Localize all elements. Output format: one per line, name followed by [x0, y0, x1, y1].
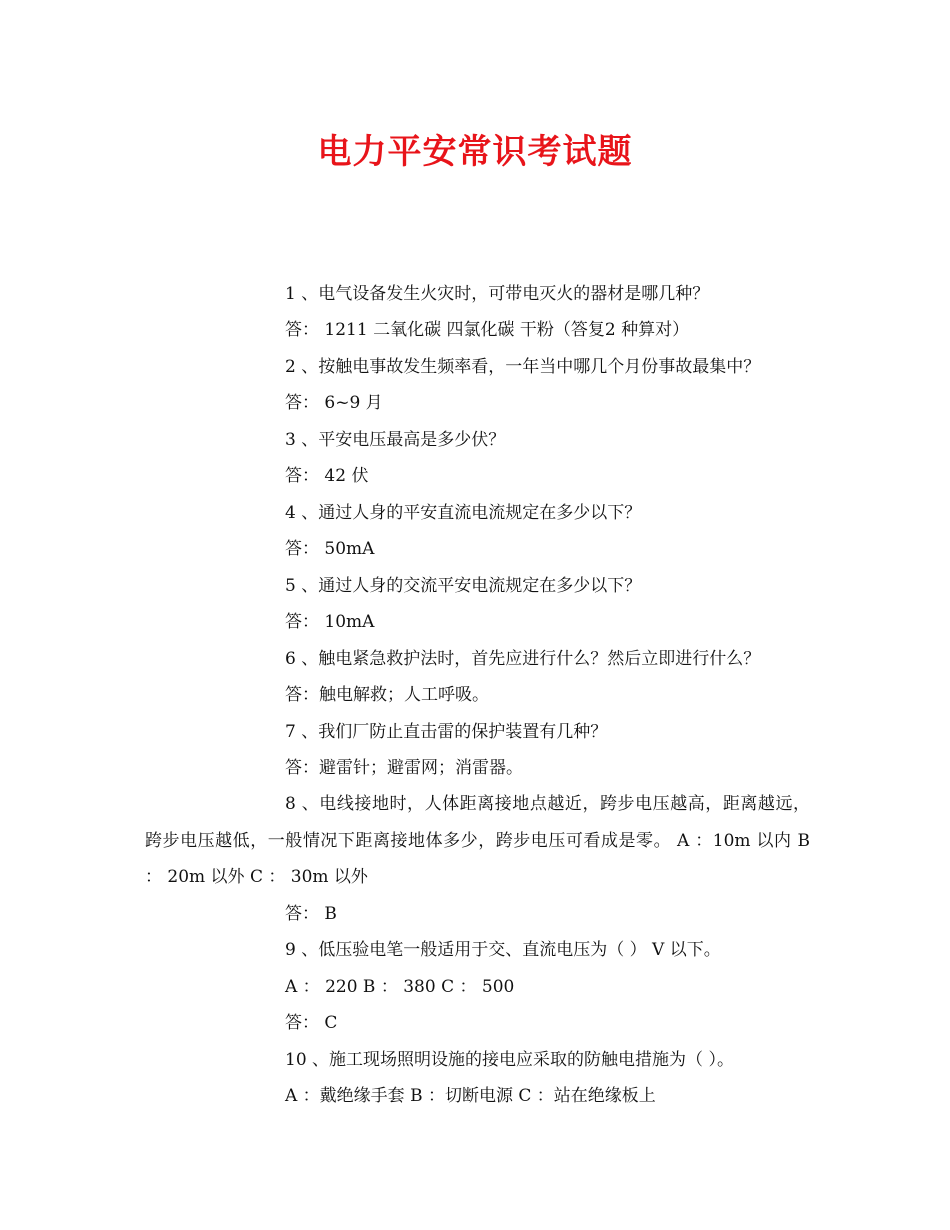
question-5: 5 、通过人身的交流平安电流规定在多少以下？	[285, 576, 642, 596]
options-9: A ： 220 B ： 380 C ： 500	[285, 977, 515, 997]
answer-8: 答： B	[285, 904, 337, 924]
question-10: 10 、施工现场照明设施的接电应采取的防触电措施为（ ）。	[285, 1050, 734, 1070]
question-9: 9 、低压验电笔一般适用于交、直流电压为（ ） V 以下。	[285, 940, 721, 960]
question-1: 1 、电气设备发生火灾时，可带电灭火的器材是哪几种？	[285, 284, 710, 304]
answer-6: 答：触电解救；人工呼吸。	[285, 685, 489, 705]
question-3: 3 、平安电压最高是多少伏？	[285, 430, 506, 450]
question-2: 2 、按触电事故发生频率看，一年当中哪几个月份事故最集中？	[285, 357, 761, 377]
answer-4: 答： 50mA	[285, 539, 375, 559]
question-8: 8 、电线接地时，人体距离接地点越近，跨步电压越高，距离越远，跨步电压越低，一般情况下距离接地体多少，跨步电压可看成是零。 A ：10m 以内 B ： 20m 以外 C ： 30m 以外	[145, 794, 810, 887]
question-4: 4 、通过人身的平安直流电流规定在多少以下？	[285, 503, 642, 523]
answer-7: 答：避雷针；避雷网；消雷器。	[285, 758, 523, 778]
answer-2: 答： 6~9 月	[285, 393, 383, 413]
answer-3: 答： 42 伏	[285, 466, 369, 486]
question-7: 7 、我们厂防止直击雷的保护装置有几种？	[285, 722, 608, 742]
answer-9: 答： C	[285, 1013, 338, 1033]
question-6: 6 、触电紧急救护法时，首先应进行什么？然后立即进行什么？	[285, 649, 761, 669]
options-10: A ：戴绝缘手套 B ：切断电源 C ：站在绝缘板上	[285, 1086, 656, 1106]
answer-5: 答： 10mA	[285, 612, 375, 632]
answer-1: 答： 1211 二氧化碳 四氯化碳 干粉（答复2 种算对）	[285, 320, 690, 340]
page-title: 电力平安常识考试题	[317, 132, 633, 172]
